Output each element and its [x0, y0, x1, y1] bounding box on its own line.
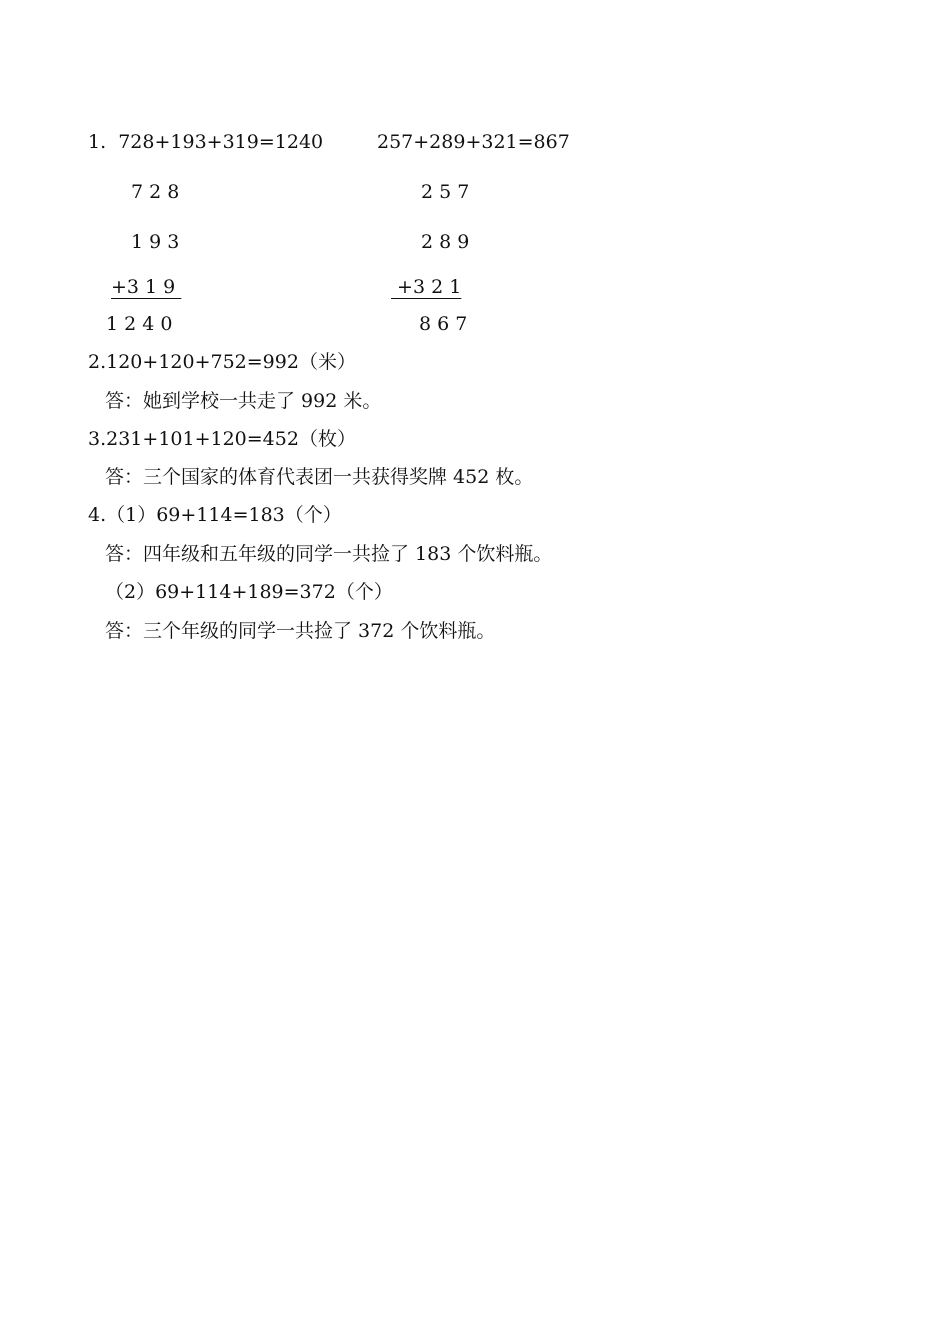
q1-right-addend-3: +3 2 1: [391, 276, 462, 298]
q1-left-sum: 1 2 4 0: [106, 313, 173, 335]
q1-right-addend-2: 2 8 9: [421, 231, 470, 253]
q1-left-addend-1: 7 2 8: [131, 181, 180, 203]
q1-equation-right: 257+289+321=867: [377, 131, 570, 153]
q1-left-addend-2: 1 9 3: [131, 231, 180, 253]
q4-answer-2: 答：三个年级的同学一共捡了 372 个饮料瓶。: [105, 620, 496, 642]
q2-answer: 答：她到学校一共走了 992 米。: [105, 390, 382, 412]
q3-answer: 答：三个国家的体育代表团一共获得奖牌 452 枚。: [105, 466, 534, 488]
q2-equation: 2.120+120+752=992（米）: [88, 351, 356, 373]
q1-left-addend-3: +3 1 9: [111, 276, 182, 298]
q1-right-addend-1: 2 5 7: [421, 181, 470, 203]
q4-equation-1: 4.（1）69+114=183（个）: [88, 504, 342, 526]
q1-right-sum: 8 6 7: [419, 313, 468, 335]
q3-equation: 3.231+101+120=452（枚）: [88, 428, 356, 450]
q4-answer-1: 答：四年级和五年级的同学一共捡了 183 个饮料瓶。: [105, 543, 553, 565]
q4-equation-2: （2）69+114+189=372（个）: [105, 581, 393, 603]
q1-equation-left: 1. 728+193+319=1240: [88, 131, 324, 153]
